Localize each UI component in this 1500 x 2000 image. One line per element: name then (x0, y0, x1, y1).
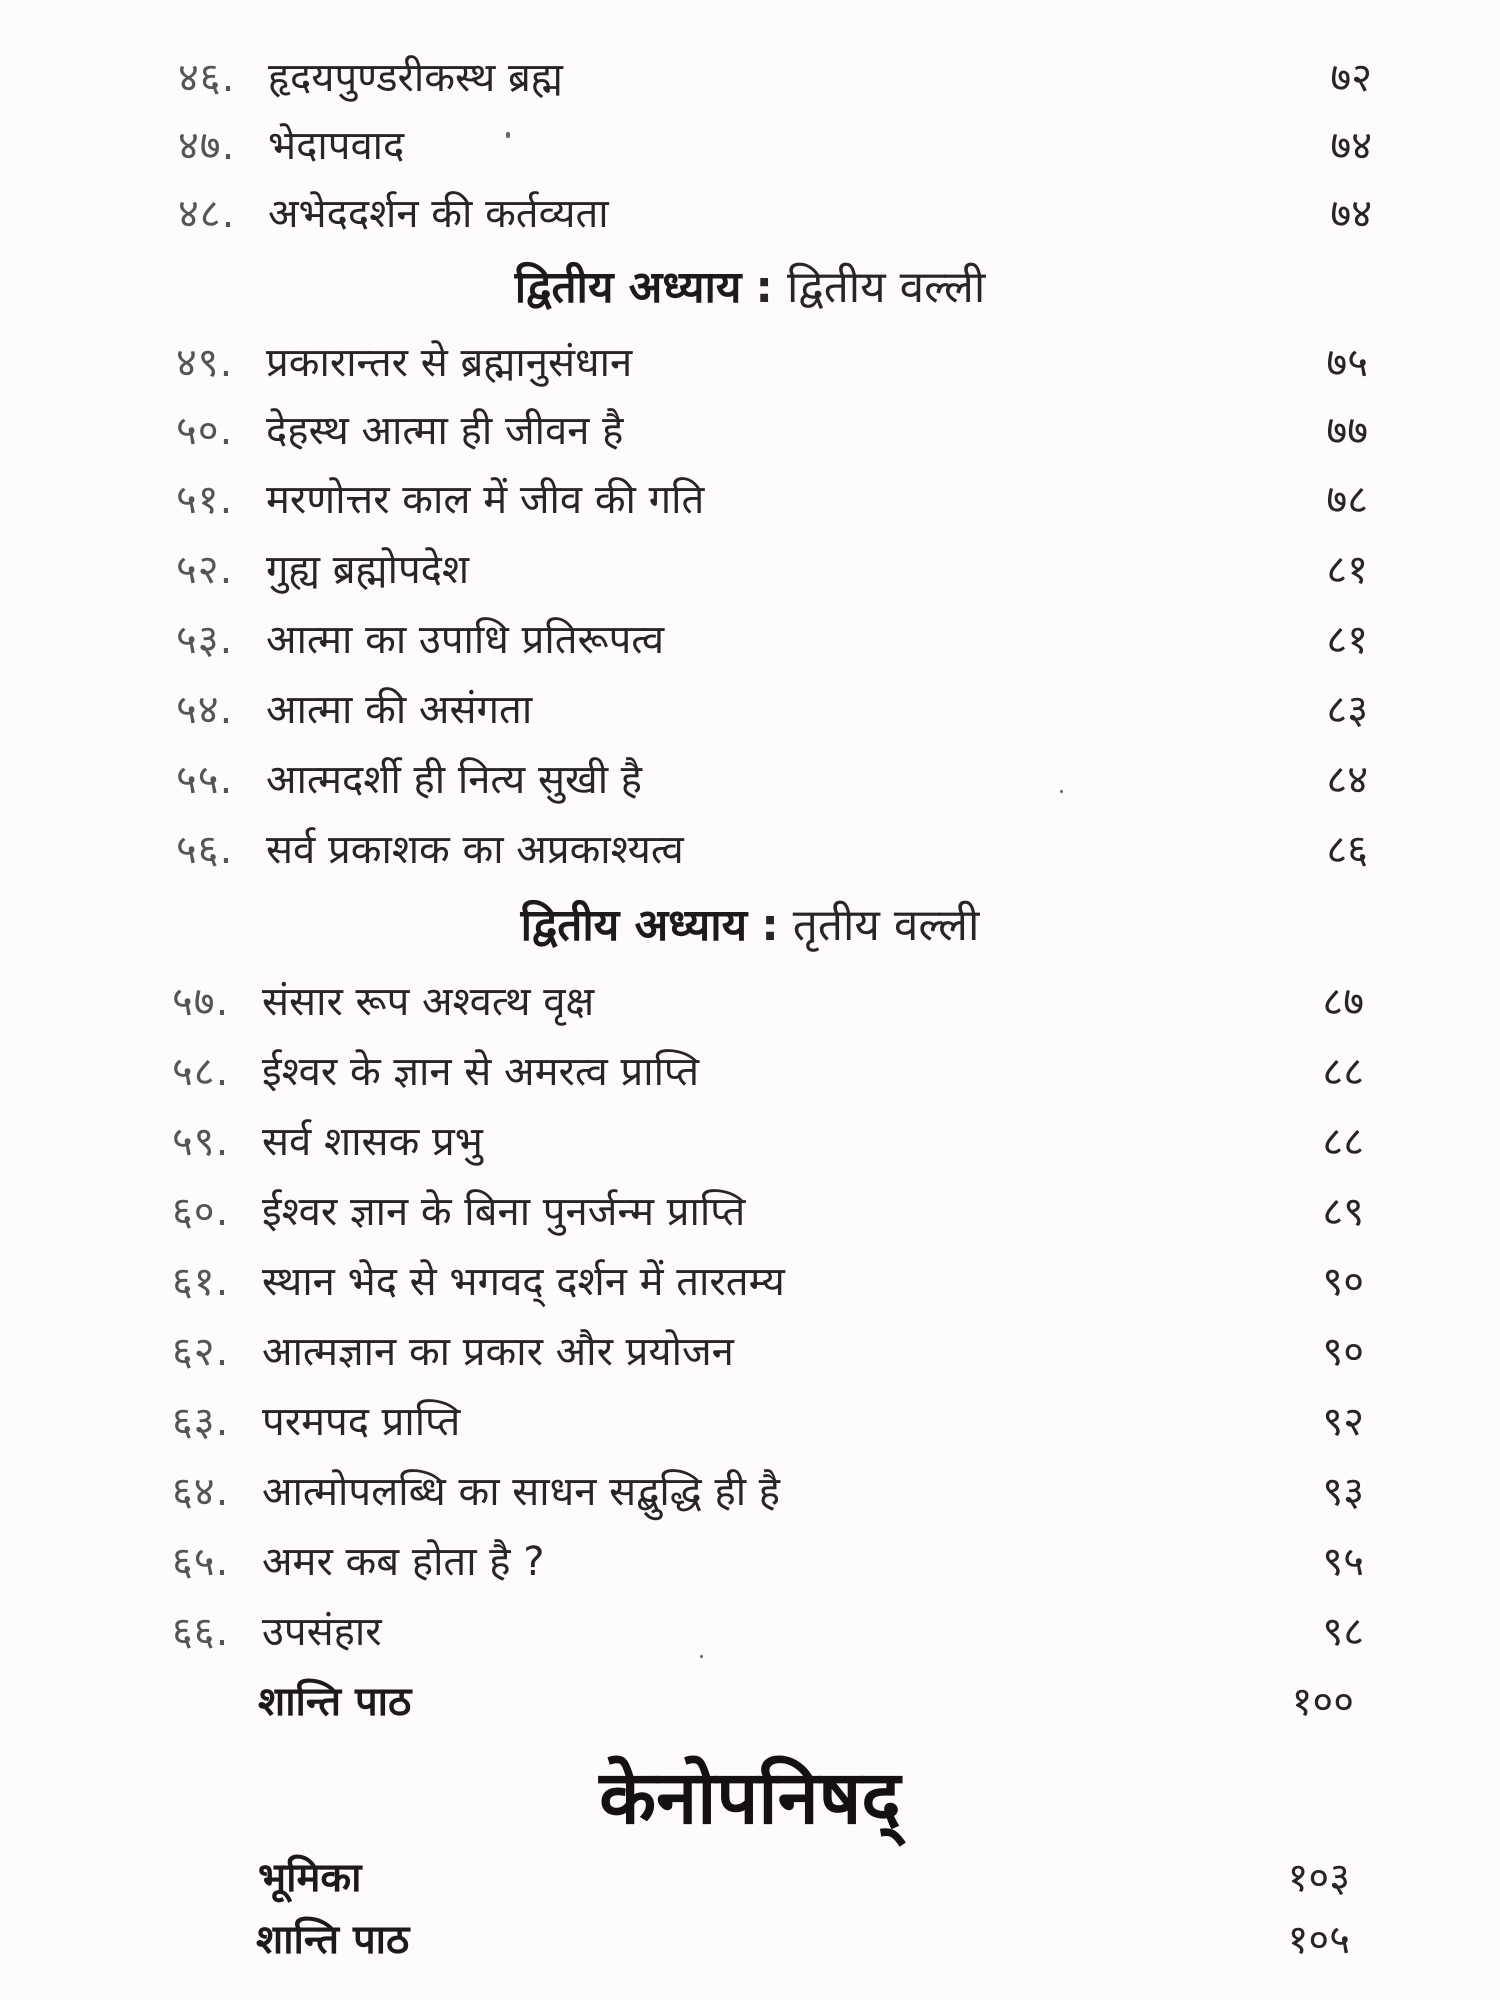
entry-page: ९८ (1322, 1609, 1364, 1655)
entry-number: ५५. (176, 757, 234, 803)
entry-title: सर्व प्रकाशक का अप्रकाश्यत्व (266, 827, 684, 873)
entry-page: १०३ (1287, 1855, 1350, 1901)
heading-separator: : (761, 900, 779, 951)
entry-page: ८८ (1322, 1049, 1364, 1095)
entry-number: ६४. (172, 1469, 230, 1515)
chapter-label: द्वितीय अध्याय (520, 900, 748, 951)
toc-entry (178, 48, 563, 108)
book-section-title: केनोपनिषद् (599, 1755, 901, 1841)
entry-number: ५१. (176, 477, 234, 523)
entry-page: ७७ (1326, 408, 1368, 454)
entry-number: ६१. (172, 1259, 230, 1305)
entry-page: ८८ (1322, 1119, 1364, 1165)
entry-title: आत्मा का उपाधि प्रतिरूपत्व (266, 617, 665, 663)
entry-page: १०५ (1287, 1917, 1350, 1963)
section-heading (0, 893, 1500, 959)
entry-number: ६६. (172, 1609, 230, 1655)
entry-title: उपसंहार (262, 1609, 382, 1655)
toc-entry (176, 540, 469, 600)
toc-entry (176, 610, 664, 670)
entry-title: गुह्य ब्रह्मोपदेश (266, 547, 470, 593)
heading-separator: : (755, 262, 773, 313)
entry-number: ६५. (172, 1539, 230, 1585)
entry-number: ६३. (172, 1399, 230, 1445)
chapter-label: द्वितीय अध्याय (514, 262, 742, 313)
entry-page: ८३ (1326, 687, 1368, 733)
entry-title: शान्ति पाठ (256, 1917, 410, 1963)
entry-page: ९५ (1322, 1539, 1364, 1585)
toc-entry-bhumika (258, 1848, 361, 1908)
toc-entry (172, 1532, 545, 1592)
entry-page: ८७ (1322, 979, 1364, 1025)
entry-number: ५८. (172, 1049, 230, 1095)
toc-entry (172, 1252, 785, 1312)
entry-page: ८६ (1326, 827, 1368, 873)
toc-entry (172, 1462, 780, 1522)
entry-title: प्रकारान्तर से ब्रह्मानुसंधान (266, 340, 633, 386)
toc-entry (176, 750, 642, 810)
entry-page: ८१ (1326, 617, 1368, 663)
entry-title: संसार रूप अश्वत्थ वृक्ष (262, 979, 595, 1025)
scan-speck (506, 132, 510, 138)
section-label: द्वितीय वल्ली (787, 262, 986, 313)
entry-page: ८१ (1326, 547, 1368, 593)
entry-number: ५४. (176, 687, 234, 733)
entry-page: ७५ (1326, 340, 1368, 386)
toc-entry-shanti-path (256, 1910, 409, 1970)
scan-speck (1060, 790, 1063, 793)
toc-entry (172, 1182, 745, 1242)
entry-title: अमर कब होता है ? (262, 1539, 545, 1585)
entry-page: ९० (1322, 1329, 1364, 1375)
toc-entry-shanti-path (258, 1672, 411, 1732)
entry-page: ८४ (1326, 757, 1368, 803)
entry-page: ७४ (1330, 191, 1372, 237)
entry-title: अभेददर्शन की कर्तव्यता (268, 191, 609, 237)
entry-number: ६२. (172, 1329, 230, 1375)
entry-number: ४९. (176, 340, 234, 386)
section-heading (0, 255, 1500, 321)
toc-entry (176, 680, 532, 740)
entry-page: ८९ (1322, 1189, 1364, 1235)
toc-entry (172, 1042, 699, 1102)
entry-number: ४७. (178, 123, 236, 169)
entry-number: ४८. (178, 191, 236, 237)
entry-page: ९३ (1322, 1469, 1364, 1515)
entry-title: ईश्वर ज्ञान के बिना पुनर्जन्म प्राप्ति (262, 1189, 746, 1235)
entry-title: ईश्वर के ज्ञान से अमरत्व प्राप्ति (262, 1049, 700, 1095)
entry-page: ९२ (1322, 1399, 1364, 1445)
section-label: तृतीय वल्ली (792, 900, 980, 951)
entry-number: ५७. (172, 979, 230, 1025)
entry-page: ७२ (1330, 55, 1372, 101)
entry-title: हृदयपुण्डरीकस्थ ब्रह्म (268, 55, 563, 101)
entry-number: ५२. (176, 547, 234, 593)
entry-number: ५६. (176, 827, 234, 873)
toc-entry (172, 1392, 460, 1452)
entry-number: ५०. (176, 408, 234, 454)
entry-title: सर्व शासक प्रभु (262, 1119, 483, 1165)
entry-number: ६०. (172, 1189, 230, 1235)
toc-entry (172, 1602, 382, 1662)
entry-title: मरणोत्तर काल में जीव की गति (266, 477, 705, 523)
entry-title: स्थान भेद से भगवद् दर्शन में तारतम्य (262, 1259, 785, 1305)
entry-number: ४६. (178, 55, 236, 101)
entry-page: ७४ (1330, 123, 1372, 169)
entry-title: भूमिका (258, 1855, 362, 1901)
entry-title: परमपद प्राप्ति (262, 1399, 461, 1445)
toc-entry (172, 1322, 734, 1382)
entry-number: ५३. (176, 617, 234, 663)
toc-entry (176, 820, 684, 880)
scan-speck (700, 1655, 703, 1658)
toc-entry (172, 972, 594, 1032)
entry-title: आत्मज्ञान का प्रकार और प्रयोजन (262, 1329, 734, 1375)
entry-title: शान्ति पाठ (258, 1679, 412, 1725)
entry-title: आत्मोपलब्धि का साधन सद्बुद्धि ही है (262, 1469, 781, 1515)
entry-title: भेदापवाद (268, 123, 405, 169)
toc-entry (176, 401, 623, 461)
toc-entry (178, 116, 404, 176)
toc-entry (176, 333, 632, 393)
entry-title: आत्मदर्शी ही नित्य सुखी है (266, 757, 643, 803)
entry-title: आत्मा की असंगता (266, 687, 533, 733)
entry-title: देहस्थ आत्मा ही जीवन है (266, 408, 624, 454)
toc-entry (178, 184, 609, 244)
toc-entry (172, 1112, 483, 1172)
toc-entry (176, 470, 704, 530)
entry-page: ९० (1322, 1259, 1364, 1305)
entry-page: १०० (1291, 1679, 1354, 1725)
entry-page: ७८ (1326, 477, 1368, 523)
entry-number: ५९. (172, 1119, 230, 1165)
